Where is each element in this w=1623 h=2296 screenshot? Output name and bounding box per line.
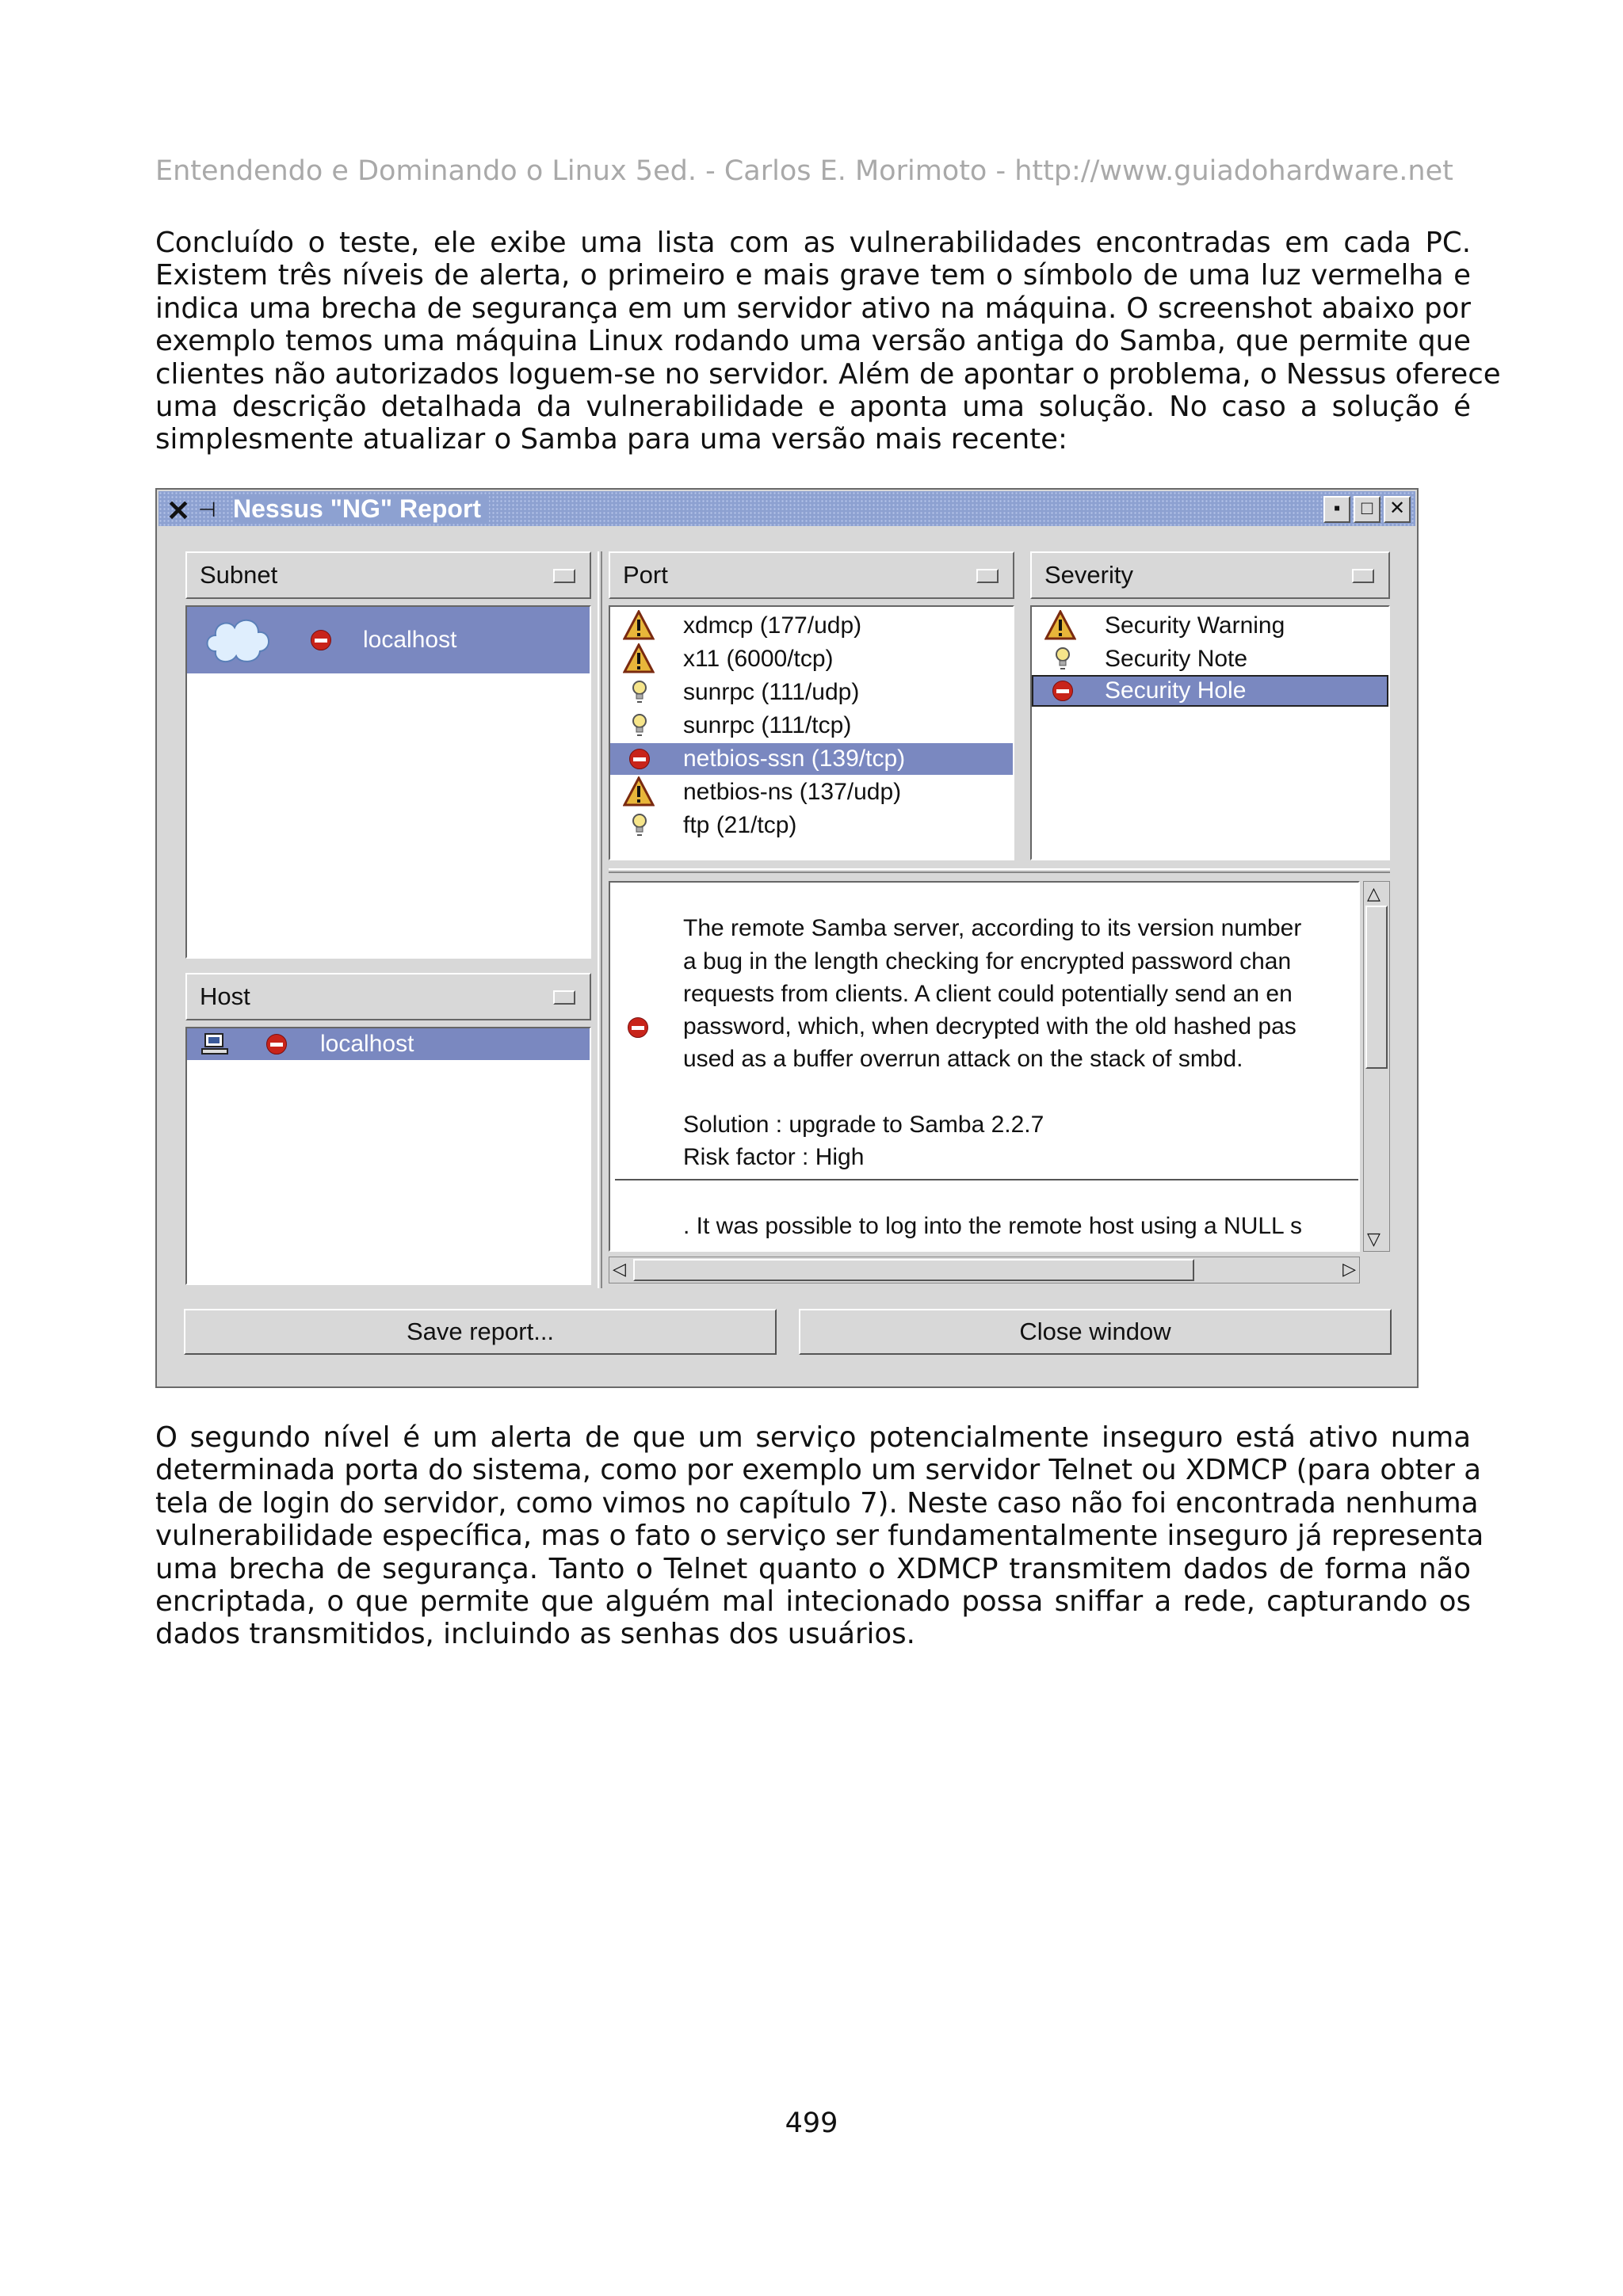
- port-item-label: x11 (6000/tcp): [683, 646, 834, 672]
- description-divider: [615, 1179, 1358, 1180]
- subnet-item[interactable]: [187, 607, 590, 673]
- description-next-line: . It was possible to log into the remote host using a NULL s: [683, 1213, 1302, 1239]
- port-item-label: netbios-ssn (139/tcp): [683, 746, 906, 772]
- vertical-scroll-thumb[interactable]: [1365, 906, 1388, 1069]
- horizontal-splitter[interactable]: [609, 868, 1390, 873]
- x-logo-icon: ✕: [166, 494, 191, 527]
- hole-icon: [266, 1034, 287, 1055]
- port-item[interactable]: [610, 776, 1013, 808]
- port-item-label: ftp (21/tcp): [683, 812, 797, 838]
- page-number: 499: [785, 2107, 838, 2139]
- description-line: requests from clients. A client could potentially send an en: [683, 981, 1293, 1007]
- host-header-label: Host: [200, 982, 250, 1010]
- host-list[interactable]: [185, 1027, 591, 1285]
- port-item-label: xdmcp (177/udp): [683, 612, 862, 639]
- pin-icon[interactable]: ⊣: [198, 498, 216, 521]
- severity-item-selected[interactable]: [1032, 675, 1388, 707]
- window-titlebar[interactable]: [158, 491, 1415, 526]
- report-description[interactable]: [609, 881, 1360, 1252]
- description-line: used as a buffer overrun attack on the stack of smbd.: [683, 1046, 1243, 1072]
- close-window-icon[interactable]: ✕: [1384, 496, 1411, 523]
- minimize-button[interactable]: ▪: [1323, 496, 1350, 523]
- description-line: The remote Samba server, according to its version number: [683, 915, 1302, 941]
- host-item[interactable]: [187, 1028, 590, 1060]
- scroll-right-icon[interactable]: ▷: [1342, 1259, 1356, 1279]
- port-item[interactable]: [610, 610, 1013, 642]
- severity-header-label: Severity: [1044, 561, 1133, 589]
- save-report-button[interactable]: Save report...: [184, 1309, 777, 1355]
- port-item-selected[interactable]: [610, 743, 1013, 775]
- hole-icon: [1052, 681, 1073, 701]
- paragraph-intro: [155, 227, 1501, 456]
- warning-icon: [623, 610, 655, 640]
- port-item[interactable]: [610, 810, 1013, 841]
- port-header[interactable]: [609, 551, 1014, 599]
- cloud-icon: [200, 612, 276, 669]
- warning-icon: [1044, 610, 1076, 640]
- bulb-icon: [631, 713, 648, 738]
- solution-line: Solution : upgrade to Samba 2.2.7: [683, 1112, 1044, 1138]
- paragraph-line: Existem três níveis de alerta, o primeiro e mais grave tem o símbolo de uma luz vermelha e: [155, 259, 1471, 292]
- computer-icon: [201, 1033, 230, 1055]
- paragraph-line: exemplo temos uma máquina Linux rodando uma versão antiga do Samba, que permite que: [155, 325, 1471, 358]
- nessus-report-window: [155, 488, 1419, 1388]
- severity-list[interactable]: [1030, 605, 1390, 860]
- paragraph-line: clientes não autorizados loguem-se no servidor. Além de apontar o problema, o Nessus oferece: [155, 357, 1501, 391]
- close-window-button[interactable]: Close window: [799, 1309, 1392, 1355]
- dropdown-icon[interactable]: [1352, 569, 1374, 583]
- scroll-down-icon[interactable]: ▽: [1367, 1229, 1381, 1249]
- port-item[interactable]: [610, 710, 1013, 742]
- description-line: a bug in the length checking for encrypted password chan: [683, 948, 1292, 974]
- dropdown-icon[interactable]: [553, 990, 575, 1005]
- description-line: password, which, when decrypted with the old hashed pas: [683, 1013, 1296, 1039]
- paragraph-line: determinada porta do sistema, como por exemplo um servidor Telnet ou XDMCP (para obter a: [155, 1454, 1482, 1487]
- paragraph-line: Concluído o teste, ele exibe uma lista com as vulnerabilidades encontradas em cada PC.: [155, 227, 1471, 259]
- description-vertical-scrollbar[interactable]: [1363, 881, 1390, 1252]
- severity-item[interactable]: [1032, 643, 1388, 675]
- bulb-icon: [631, 680, 648, 705]
- page-header: Entendendo e Dominando o Linux 5ed. - Carlos E. Morimoto - http://www.guiadohardware.net: [155, 155, 1453, 187]
- scroll-up-icon[interactable]: △: [1367, 883, 1381, 903]
- severity-item-label: Security Warning: [1105, 612, 1285, 639]
- paragraph-line: encriptada, o que permite que alguém mal intecionado possa sniffar a rede, capturando os: [155, 1585, 1471, 1618]
- paragraph-second-level: [155, 1421, 1484, 1651]
- hole-icon: [629, 749, 650, 769]
- port-header-label: Port: [623, 561, 668, 589]
- severity-item[interactable]: [1032, 610, 1388, 642]
- port-item[interactable]: [610, 643, 1013, 675]
- dropdown-icon[interactable]: [976, 569, 999, 583]
- subnet-item-label: localhost: [363, 627, 457, 653]
- hole-icon: [311, 630, 331, 650]
- host-header[interactable]: [185, 973, 591, 1020]
- port-item-label: netbios-ns (137/udp): [683, 779, 902, 805]
- vertical-splitter[interactable]: [598, 551, 602, 1288]
- scroll-left-icon[interactable]: ◁: [613, 1259, 626, 1279]
- subnet-header-label: Subnet: [200, 561, 278, 589]
- subnet-header[interactable]: [185, 551, 591, 599]
- paragraph-line: tela de login do servidor, como vimos no capítulo 7). Neste caso não foi encontrada nenhuma: [155, 1486, 1479, 1520]
- subnet-list[interactable]: [185, 605, 591, 959]
- description-horizontal-scrollbar[interactable]: [609, 1257, 1360, 1283]
- severity-header[interactable]: [1030, 551, 1390, 599]
- bulb-icon: [1054, 646, 1071, 672]
- paragraph-line: simplesmente atualizar o Samba para uma versão mais recente:: [155, 423, 1067, 456]
- paragraph-line: uma descrição detalhada da vulnerabilidade e aponta uma solução. No caso a solução é: [155, 390, 1471, 423]
- severity-item-label: Security Note: [1105, 646, 1248, 672]
- dropdown-icon[interactable]: [553, 569, 575, 583]
- paragraph-line: dados transmitidos, incluindo as senhas dos usuários.: [155, 1618, 915, 1651]
- warning-icon: [623, 643, 655, 673]
- port-item-label: sunrpc (111/udp): [683, 679, 860, 705]
- bulb-icon: [631, 813, 648, 838]
- window-title: Nessus "NG" Report: [233, 494, 489, 524]
- port-item-label: sunrpc (111/tcp): [683, 712, 852, 738]
- hole-icon: [628, 1017, 648, 1038]
- paragraph-line: vulnerabilidade específica, mas o fato o serviço ser fundamentalmente inseguro já representa: [155, 1520, 1484, 1553]
- port-item[interactable]: [610, 677, 1013, 708]
- paragraph-line: uma brecha de segurança. Tanto o Telnet quanto o XDMCP transmitem dados de forma não: [155, 1552, 1471, 1585]
- paragraph-line: indica uma brecha de segurança em um servidor ativo na máquina. O screenshot abaixo por: [155, 292, 1471, 325]
- warning-icon: [623, 776, 655, 807]
- maximize-button[interactable]: □: [1354, 496, 1381, 523]
- paragraph-line: O segundo nível é um alerta de que um serviço potencialmente inseguro está ativo numa: [155, 1421, 1471, 1454]
- horizontal-scroll-thumb[interactable]: [633, 1259, 1194, 1281]
- host-item-label: localhost: [320, 1031, 414, 1057]
- port-list[interactable]: [609, 605, 1014, 860]
- severity-item-label: Security Hole: [1105, 677, 1247, 704]
- risk-factor-line: Risk factor : High: [683, 1144, 865, 1170]
